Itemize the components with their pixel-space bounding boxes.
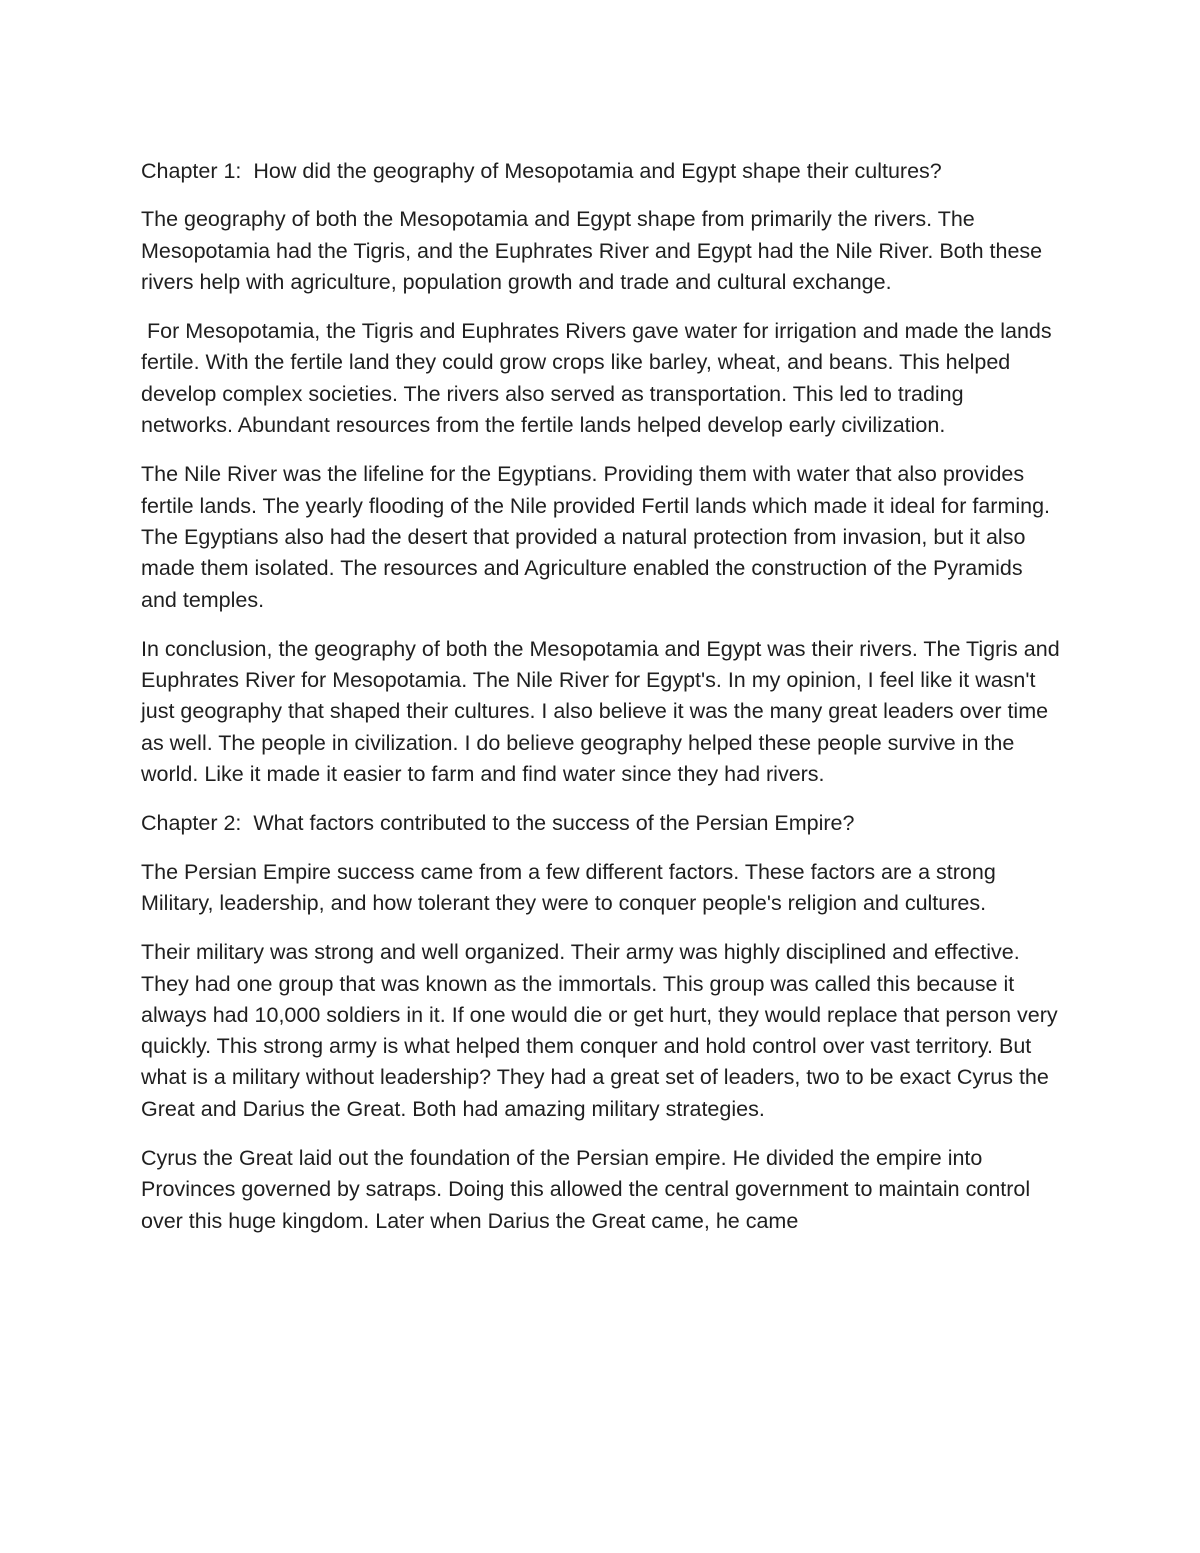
document-body bbox=[141, 156, 1066, 1255]
chapter-1-paragraph-4: In conclusion, the geography of both the Mesopotamia and Egypt was their rivers. The Tigris and Euphrates River for Mesopotamia. The Nile River for Egypt's. In my opinion, I feel like it wasn't just geography that shaped their cultures. I also believe it was the many great leaders over time as well. The people in civilization. I do believe geography helped these people survive in the world. Like it made it easier to farm and find water since they had rivers. bbox=[141, 636, 1066, 787]
chapter-1-paragraph-1: The geography of both the Mesopotamia and Egypt shape from primarily the rivers. The Mesopotamia had the Tigris, and the Euphrates River and Egypt had the Nile River. Both these rivers help with agriculture, population growth and trade and cultural exchange. bbox=[141, 207, 1049, 294]
chapter-2-paragraph-1: The Persian Empire success came from a few different factors. These factors are a strong Military, leadership, and how tolerant they were to conquer people's religion and cultures. bbox=[141, 859, 1002, 915]
chapter-1-paragraph-2: For Mesopotamia, the Tigris and Euphrates Rivers gave water for irrigation and made the lands fertile. With the fertile land they could grow crops like barley, wheat, and beans. This helped develop complex societies. The rivers also served as transportation. This led to trading networks. Abundant resources from the fertile lands helped develop early civilization. bbox=[141, 319, 1058, 438]
chapter-1-paragraph-3: The Nile River was the lifeline for the Egyptians. Providing them with water that also provides fertile lands. The yearly flooding of the Nile provided Fertil lands which made it ideal for farming. The Egyptians also had the desert that provided a natural protection from invasion, but it also made them isolated. The resources and Agriculture enabled the construction of the Pyramids and temples. bbox=[141, 462, 1056, 612]
chapter-1-heading: Chapter 1: How did the geography of Mesopotamia and Egypt shape their cultures? bbox=[141, 159, 942, 183]
chapter-2-heading: Chapter 2: What factors contributed to the success of the Persian Empire? bbox=[141, 811, 855, 836]
chapter-2-paragraph-3: Cyrus the Great laid out the foundation of the Persian empire. He divided the empire into Provinces governed by satraps. Doing this allowed the central government to maintain control over this huge kingdom. Later when Darius the Great came, he came bbox=[141, 1146, 1037, 1233]
chapter-2-paragraph-2: Their military was strong and well organized. Their army was highly disciplined and effective. They had one group that was known as the immortals. This group was called this because it always had 10,000 soldiers in it. If one would die or get hurt, they would replace that person very quickly. This strong army is what helped them conquer and hold control over vast territory. But what is a military without leadership? They had a great set of leaders, two to be exact Cyrus the Great and Darius the Great. Both had amazing military strategies. bbox=[141, 940, 1064, 1121]
